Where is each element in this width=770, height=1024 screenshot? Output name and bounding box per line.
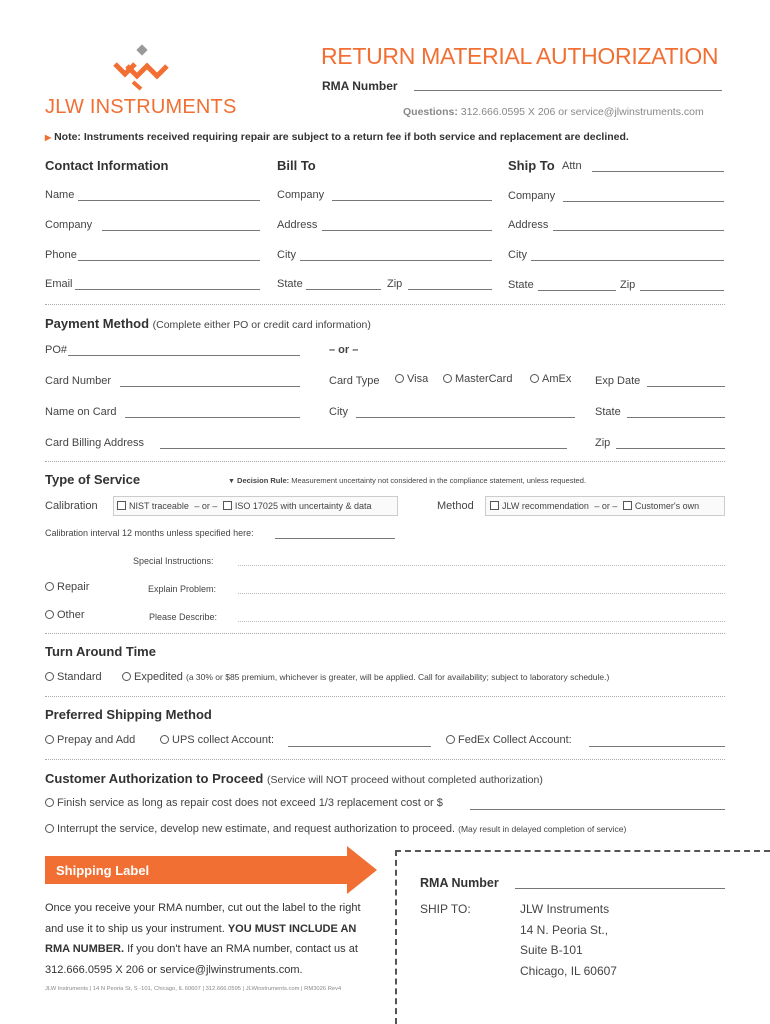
nist-label: NIST traceable xyxy=(129,501,189,511)
mastercard-label: MasterCard xyxy=(455,373,513,385)
amex-option[interactable] xyxy=(530,373,571,385)
ups-account-input[interactable] xyxy=(288,735,431,747)
fedex-option[interactable] xyxy=(446,734,572,746)
decision-rule-triangle-icon: ▼ xyxy=(228,478,235,485)
divider xyxy=(45,759,725,760)
expedited-label: Expedited xyxy=(134,671,183,683)
page-title: RETURN MATERIAL AUTHORIZATION xyxy=(321,43,719,69)
visa-label: Visa xyxy=(407,373,429,385)
instructions-part-1: Once you receive your RMA number, cut out the label to the right and use it to ship us your instrument. xyxy=(45,902,361,935)
special-instructions-line[interactable] xyxy=(238,565,725,566)
note-triangle-icon: ▶ xyxy=(45,133,52,142)
card-number-label: Card Number xyxy=(45,375,112,387)
divider xyxy=(45,696,725,697)
expedited-option[interactable] xyxy=(122,671,609,683)
questions-label: Questions: xyxy=(403,106,458,118)
calibration-interval-label: Calibration interval 12 months unless specified here: xyxy=(45,528,254,538)
ups-radio-icon[interactable] xyxy=(160,735,169,744)
authorization-title: Customer Authorization to Proceed xyxy=(45,771,264,786)
ups-option[interactable] xyxy=(160,734,274,746)
decision-rule-text: Measurement uncertainty not considered in the compliance statement, unless requested. xyxy=(291,476,586,485)
finish-service-label: Finish service as long as repair cost does not exceed 1/3 replacement cost or $ xyxy=(57,797,443,809)
payment-city-input[interactable] xyxy=(356,406,575,418)
payment-city-label: City xyxy=(329,406,348,418)
rma-number-label: RMA Number xyxy=(322,79,398,93)
fedex-label: FedEx Collect Account: xyxy=(458,734,572,746)
iso-label: ISO 17025 with uncertainty & data xyxy=(234,501,372,511)
note-line xyxy=(45,131,629,143)
finish-service-radio-icon[interactable] xyxy=(45,798,54,807)
explain-problem-line[interactable] xyxy=(238,593,725,594)
ship-city-input[interactable] xyxy=(531,249,724,261)
payment-zip-label: Zip xyxy=(595,437,611,449)
label-ship-to: SHIP TO: xyxy=(420,902,471,916)
decision-rule xyxy=(228,476,586,485)
interrupt-service-option[interactable] xyxy=(45,823,626,835)
contact-name-label: Name xyxy=(45,189,75,201)
calibration-options xyxy=(117,501,372,511)
ship-address-input[interactable] xyxy=(553,219,724,231)
billing-address-input[interactable] xyxy=(160,437,567,449)
rma-number-input[interactable] xyxy=(414,79,722,91)
interrupt-service-label: Interrupt the service, develop new estimate, and request authorization to proceed. xyxy=(57,823,456,835)
method-label: Method xyxy=(437,500,474,512)
fedex-account-input[interactable] xyxy=(589,735,725,747)
repair-label: Repair xyxy=(57,581,90,593)
payment-method-title: Payment Method xyxy=(45,316,150,331)
standard-radio-icon[interactable] xyxy=(45,672,54,681)
bill-city-label: City xyxy=(277,249,296,261)
name-on-card-label: Name on Card xyxy=(45,406,117,418)
type-of-service-heading: Type of Service xyxy=(45,472,141,487)
po-input[interactable] xyxy=(68,344,300,356)
payment-state-input[interactable] xyxy=(627,406,725,418)
bill-zip-input[interactable] xyxy=(408,278,492,290)
prepay-label: Prepay and Add xyxy=(57,734,136,746)
contact-name-input[interactable] xyxy=(78,189,260,201)
label-address-line-4: Chicago, IL 60607 xyxy=(520,964,617,978)
divider xyxy=(45,304,725,305)
contact-information-heading: Contact Information xyxy=(45,158,169,173)
contact-email-input[interactable] xyxy=(75,278,260,290)
ups-label: UPS collect Account: xyxy=(172,734,275,746)
bill-state-input[interactable] xyxy=(306,278,381,290)
preferred-shipping-heading: Preferred Shipping Method xyxy=(45,707,212,722)
contact-phone-input[interactable] xyxy=(78,249,260,261)
contact-phone-label: Phone xyxy=(45,249,77,261)
ship-address-label: Address xyxy=(508,219,549,231)
instructions-bold: YOU MUST INCLUDE AN RMA NUMBER. xyxy=(45,922,357,955)
exp-date-label: Exp Date xyxy=(595,375,641,387)
customers-own-label: Customer's own xyxy=(634,501,700,511)
cut-line-top xyxy=(395,850,770,852)
bill-address-input[interactable] xyxy=(322,219,492,231)
ship-city-label: City xyxy=(508,249,527,261)
visa-option[interactable] xyxy=(395,373,428,385)
cut-line-left xyxy=(395,850,397,1024)
interrupt-service-radio-icon[interactable] xyxy=(45,824,54,833)
amex-label: AmEx xyxy=(542,373,572,385)
note-text: Note: Instruments received requiring repair are subject to a return fee if both service and replacement are declined. xyxy=(54,131,629,143)
other-option[interactable] xyxy=(45,609,85,621)
card-number-input[interactable] xyxy=(120,375,300,387)
nist-checkbox-icon[interactable] xyxy=(117,501,126,510)
ship-to-heading: Ship To xyxy=(508,158,555,173)
please-describe-line[interactable] xyxy=(238,621,725,622)
card-type-label: Card Type xyxy=(329,375,380,387)
jlw-recommendation-label: JLW recommendation xyxy=(502,501,589,511)
shipping-label-heading: Shipping Label xyxy=(56,863,150,878)
ship-company-input[interactable] xyxy=(563,190,724,202)
calibration-label: Calibration xyxy=(45,500,98,512)
contact-company-input[interactable] xyxy=(102,219,260,231)
jlw-logo-mark-icon xyxy=(45,42,245,92)
finish-service-option[interactable] xyxy=(45,797,443,809)
ship-company-label: Company xyxy=(508,190,556,202)
payment-state-label: State xyxy=(595,406,621,418)
questions-line xyxy=(403,106,704,118)
payment-zip-input[interactable] xyxy=(616,437,725,449)
ship-to-attn-input[interactable] xyxy=(592,160,724,172)
bill-state-label: State xyxy=(277,278,303,290)
bill-zip-label: Zip xyxy=(387,278,403,290)
ship-zip-label: Zip xyxy=(620,279,636,291)
prepay-option[interactable] xyxy=(45,734,135,746)
turn-around-heading: Turn Around Time xyxy=(45,644,156,659)
contact-company-label: Company xyxy=(45,219,93,231)
mastercard-option[interactable] xyxy=(443,373,512,385)
finish-service-amount-input[interactable] xyxy=(470,798,725,810)
bill-to-heading: Bill To xyxy=(277,158,316,173)
visa-radio-icon[interactable] xyxy=(395,374,404,383)
label-address-line-3: Suite B-101 xyxy=(520,943,583,957)
authorization-heading xyxy=(45,771,543,786)
authorization-note: (Service will NOT proceed without completed authorization) xyxy=(267,774,543,786)
shipping-label-instructions xyxy=(45,898,380,980)
label-address-line-1: JLW Instruments xyxy=(520,902,610,916)
iso-checkbox-icon[interactable] xyxy=(223,501,232,510)
ship-to-attn-label: Attn xyxy=(562,160,582,172)
ship-state-label: State xyxy=(508,279,534,291)
divider xyxy=(45,461,725,462)
name-on-card-input[interactable] xyxy=(125,406,300,418)
contact-email-label: Email xyxy=(45,278,73,290)
jlw-recommendation-checkbox-icon[interactable] xyxy=(490,501,499,510)
ship-state-input[interactable] xyxy=(538,279,616,291)
bill-company-input[interactable] xyxy=(332,189,492,201)
other-label: Other xyxy=(57,609,85,621)
payment-method-heading xyxy=(45,316,371,331)
instructions-part-2: If you don't have an RMA number, contact us at 312.666.0595 X 206 or service@jlwinstruments.com. xyxy=(45,943,358,976)
mastercard-radio-icon[interactable] xyxy=(443,374,452,383)
special-instructions-label: Special Instructions: xyxy=(133,556,214,566)
divider xyxy=(45,633,725,634)
po-label: PO# xyxy=(45,344,68,356)
label-address-line-2: 14 N. Peoria St., xyxy=(520,923,609,937)
payment-or-label: – or – xyxy=(329,344,359,356)
method-or-label: – or – xyxy=(594,501,618,511)
label-rma-number-label: RMA Number xyxy=(420,876,499,890)
repair-option[interactable] xyxy=(45,581,89,593)
prepay-radio-icon[interactable] xyxy=(45,735,54,744)
customers-own-checkbox-icon[interactable] xyxy=(623,501,632,510)
calibration-interval-input[interactable] xyxy=(275,527,395,539)
method-options xyxy=(490,501,699,511)
exp-date-input[interactable] xyxy=(647,375,725,387)
standard-label: Standard xyxy=(57,671,102,683)
brand-name: JLW INSTRUMENTS xyxy=(45,96,237,118)
logo xyxy=(45,42,245,122)
shipping-label-arrow xyxy=(45,846,380,894)
payment-method-note: (Complete either PO or credit card information) xyxy=(152,319,371,331)
calibration-or-label: – or – xyxy=(194,501,218,511)
label-rma-number-input[interactable] xyxy=(515,877,725,889)
bill-city-input[interactable] xyxy=(300,249,492,261)
fedex-radio-icon[interactable] xyxy=(446,735,455,744)
decision-rule-label: Decision Rule: xyxy=(237,476,290,485)
questions-text: 312.666.0595 X 206 or service@jlwinstruments.com xyxy=(460,106,704,118)
footer-info: JLW Instruments | 14 N Peoria St, S -101, Chicago, IL 60607 | 312.666.0595 | JLWinstruments.com | RM3026 Rev4 xyxy=(45,986,342,992)
billing-address-label: Card Billing Address xyxy=(45,437,145,449)
ship-zip-input[interactable] xyxy=(640,279,724,291)
explain-problem-label: Explain Problem: xyxy=(148,584,217,594)
bill-address-label: Address xyxy=(277,219,318,231)
interrupt-service-note: (May result in delayed completion of service) xyxy=(458,824,627,834)
please-describe-label: Please Describe: xyxy=(149,612,218,622)
standard-option[interactable] xyxy=(45,671,102,683)
expedited-note: (a 30% or $85 premium, whichever is greater, will be applied. Call for availability; subject to laboratory schedule.) xyxy=(186,672,610,682)
expedited-radio-icon[interactable] xyxy=(122,672,131,681)
other-radio-icon[interactable] xyxy=(45,610,54,619)
bill-company-label: Company xyxy=(277,189,325,201)
amex-radio-icon[interactable] xyxy=(530,374,539,383)
repair-radio-icon[interactable] xyxy=(45,582,54,591)
